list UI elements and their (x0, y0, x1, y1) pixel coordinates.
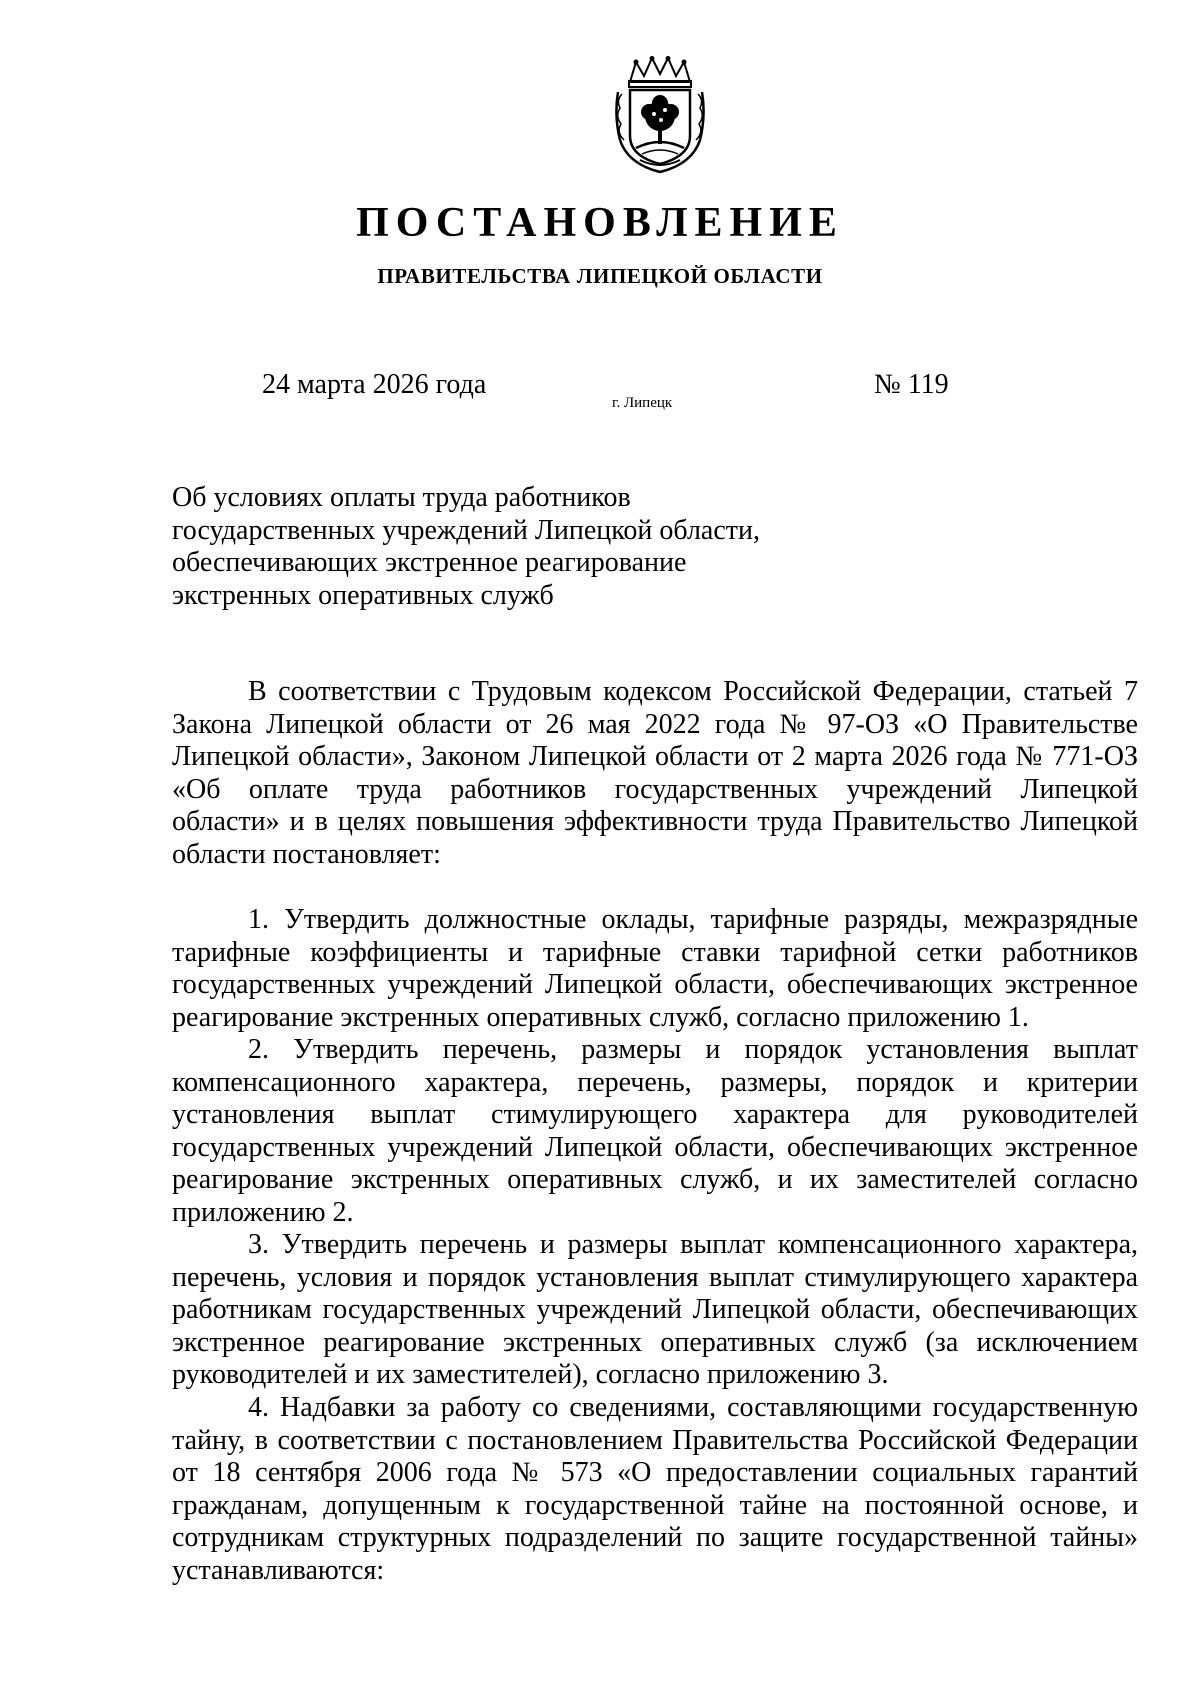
text-line: государственных учреждений Липецкой области, обеспечивающих экстренное (172, 969, 1138, 1000)
document-type-heading: ПОСТАНОВЛЕНИЕ (356, 200, 844, 246)
title-line: государственных учреждений Липецкой области, (172, 514, 760, 546)
document-date: 24 марта 2026 года (262, 369, 487, 400)
text-line: области постановляет: (172, 838, 441, 870)
title-line: Об условиях оплаты труда работников (172, 482, 631, 513)
text-line: приложению 2. (172, 1196, 354, 1228)
text-line: руководителей и их заместителей), согласно приложению 3. (172, 1359, 889, 1390)
document-title (172, 482, 872, 612)
text-line: «Об оплате труда работников государственных учреждений Липецкой (172, 773, 1138, 805)
text-line: 4. Надбавки за работу со сведениями, составляющими государственную (248, 1392, 1138, 1423)
text-line: Закона Липецкой области от 26 мая 2022 года № 97-ОЗ «О Правительстве (172, 708, 1138, 740)
text-line: государственных учреждений Липецкой области, обеспечивающих экстренное (172, 1131, 1138, 1163)
title-line: экстренных оперативных служб (172, 579, 554, 611)
text-line: тарифные коэффициенты и тарифные ставки тарифной сетки работников (172, 936, 1138, 968)
text-line: В соответствии с Трудовым кодексом Российской Федерации, статьей 7 (248, 676, 1138, 707)
text-line: сотрудникам структурных подразделений по защите государственной тайны» (172, 1522, 1138, 1553)
issuing-authority: ПРАВИТЕЛЬСТВА ЛИПЕЦКОЙ ОБЛАСТИ (377, 264, 823, 288)
text-line: 1. Утвердить должностные оклады, тарифные разряды, межразрядные (248, 904, 1138, 935)
text-line: области» и в целях повышения эффективности труда Правительство Липецкой (172, 806, 1138, 837)
clause-1 (172, 904, 1138, 1034)
text-line: от 18 сентября 2006 года № 573 «О предоставлении социальных гарантий (172, 1457, 1138, 1488)
text-line: установления выплат стимулирующего характера для руководителей (172, 1099, 1138, 1130)
text-line: перечень, условия и порядок установления выплат стимулирующего характера (172, 1261, 1138, 1293)
text-line: работникам государственных учреждений Липецкой области, обеспечивающих (172, 1294, 1138, 1325)
text-line: тайну, в соответствии с постановлением Правительства Российской Федерации (172, 1424, 1138, 1456)
text-line: реагирование экстренных оперативных служб, согласно приложению 1. (172, 1001, 1029, 1033)
clause-2 (172, 1034, 1138, 1229)
text-line: 2. Утвердить перечень, размеры и порядок установления выплат (248, 1034, 1138, 1065)
text-line: гражданам, допущенным к государственной тайне на постоянной основе, и (172, 1489, 1138, 1521)
title-line: обеспечивающих экстренное реагирование (172, 547, 687, 578)
text-line: Липецкой области», Законом Липецкой области от 2 марта 2026 года № 771-ОЗ (172, 741, 1138, 772)
clause-4 (172, 1392, 1138, 1587)
coat-of-arms-icon (612, 56, 708, 174)
document-place: г. Липецк (612, 395, 673, 411)
preamble-paragraph (172, 676, 1138, 871)
text-line: компенсационного характера, перечень, размеры, порядок и критерии (172, 1066, 1138, 1098)
text-line: экстренное реагирование экстренных оперативных служб (за исключением (172, 1326, 1138, 1358)
document-number: № 119 (874, 369, 949, 400)
text-line: реагирование экстренных оперативных служб, и их заместителей согласно (172, 1164, 1138, 1195)
clause-3 (172, 1229, 1138, 1392)
text-line: устанавливаются: (172, 1554, 385, 1586)
text-line: 3. Утвердить перечень и размеры выплат компенсационного характера, (248, 1229, 1138, 1260)
